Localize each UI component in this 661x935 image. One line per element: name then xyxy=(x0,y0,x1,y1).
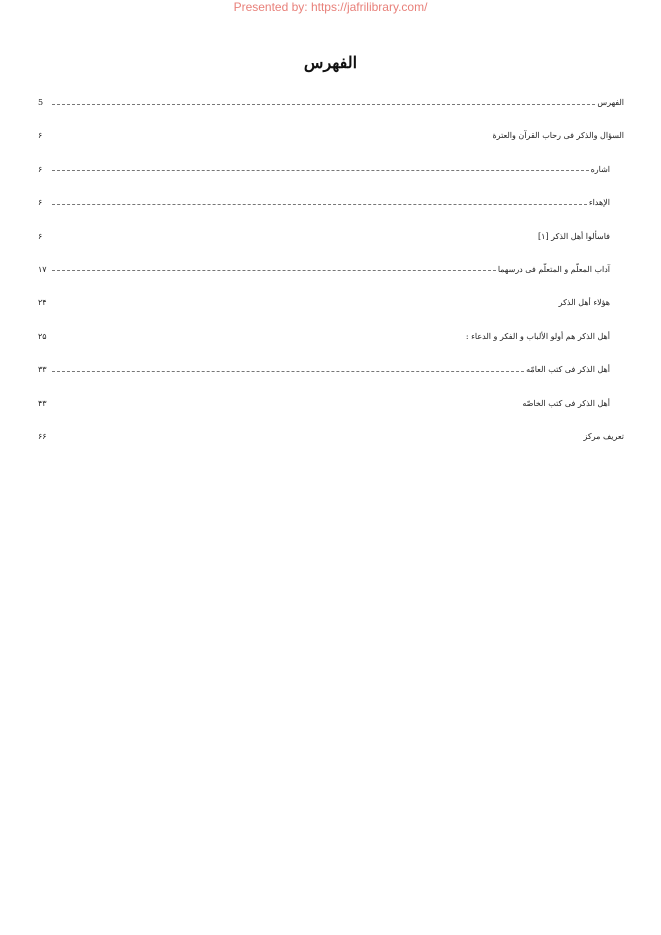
toc-entry-label[interactable]: الفهرس xyxy=(597,98,624,107)
toc-entry[interactable] xyxy=(38,393,624,415)
toc-entry-label[interactable]: فاسألوا أهل الذكر [۱] xyxy=(538,231,610,241)
toc-entry-page-number: ۲۴ xyxy=(38,298,47,308)
toc-entry[interactable] xyxy=(38,226,624,248)
toc-entry-label[interactable]: أهل الذكر فى كتب الخاصّه xyxy=(522,398,610,408)
toc-entry-label[interactable]: الإهداء xyxy=(588,198,610,208)
toc-entry[interactable] xyxy=(38,259,624,281)
toc-entry-page-number: ۶ xyxy=(38,164,43,174)
toc-entry-label[interactable]: أهل الذكر هم أولو الألباب و الفكر و الدعاء : xyxy=(465,331,610,341)
toc-entry[interactable] xyxy=(38,125,624,147)
toc-entry[interactable] xyxy=(38,359,624,381)
toc-entry-label[interactable]: اشاره xyxy=(590,164,610,174)
toc-entry-page-number: ۶ xyxy=(38,198,43,208)
toc-entry-page-number: ۶ xyxy=(38,131,43,141)
toc-entry[interactable] xyxy=(38,326,624,348)
toc-entry-label[interactable]: هؤلاء أهل الذكر xyxy=(558,298,610,308)
page-title: الفهرس xyxy=(303,53,358,72)
dotted-leader xyxy=(52,371,524,372)
dotted-leader xyxy=(52,204,587,205)
toc-entry-page-number: ۳۳ xyxy=(38,365,47,375)
dotted-leader xyxy=(52,270,496,271)
toc-entry-page-number: ۲۵ xyxy=(38,331,47,341)
toc-entry[interactable] xyxy=(38,92,624,114)
toc-entry[interactable] xyxy=(38,192,624,214)
toc-entry[interactable] xyxy=(38,426,624,448)
toc-entry-label[interactable]: السؤال والذكر فى رحاب القرآن والعترة xyxy=(492,131,624,141)
toc-entry-label[interactable]: تعريف مركز xyxy=(583,431,624,441)
toc-entry[interactable] xyxy=(38,159,624,181)
table-of-contents xyxy=(38,92,624,459)
toc-entry-page-number: ۴۳ xyxy=(38,398,47,408)
toc-entry-page-number: ۱۷ xyxy=(38,264,47,274)
toc-entry-page-number: ۶۶ xyxy=(38,431,47,441)
toc-entry-page-number: 5 xyxy=(38,98,44,107)
toc-entry-label[interactable]: آداب المعلّم و المتعلّم فى درسهما xyxy=(497,264,610,274)
toc-entry-label[interactable]: أهل الذكر فى كتب العامّه xyxy=(526,365,610,375)
toc-entry[interactable] xyxy=(38,292,624,314)
dotted-leader xyxy=(52,104,595,105)
toc-entry-page-number: ۶ xyxy=(38,231,43,241)
dotted-leader xyxy=(52,170,589,171)
watermark-link[interactable]: Presented by: https://jafrilibrary.com/ xyxy=(233,0,428,14)
